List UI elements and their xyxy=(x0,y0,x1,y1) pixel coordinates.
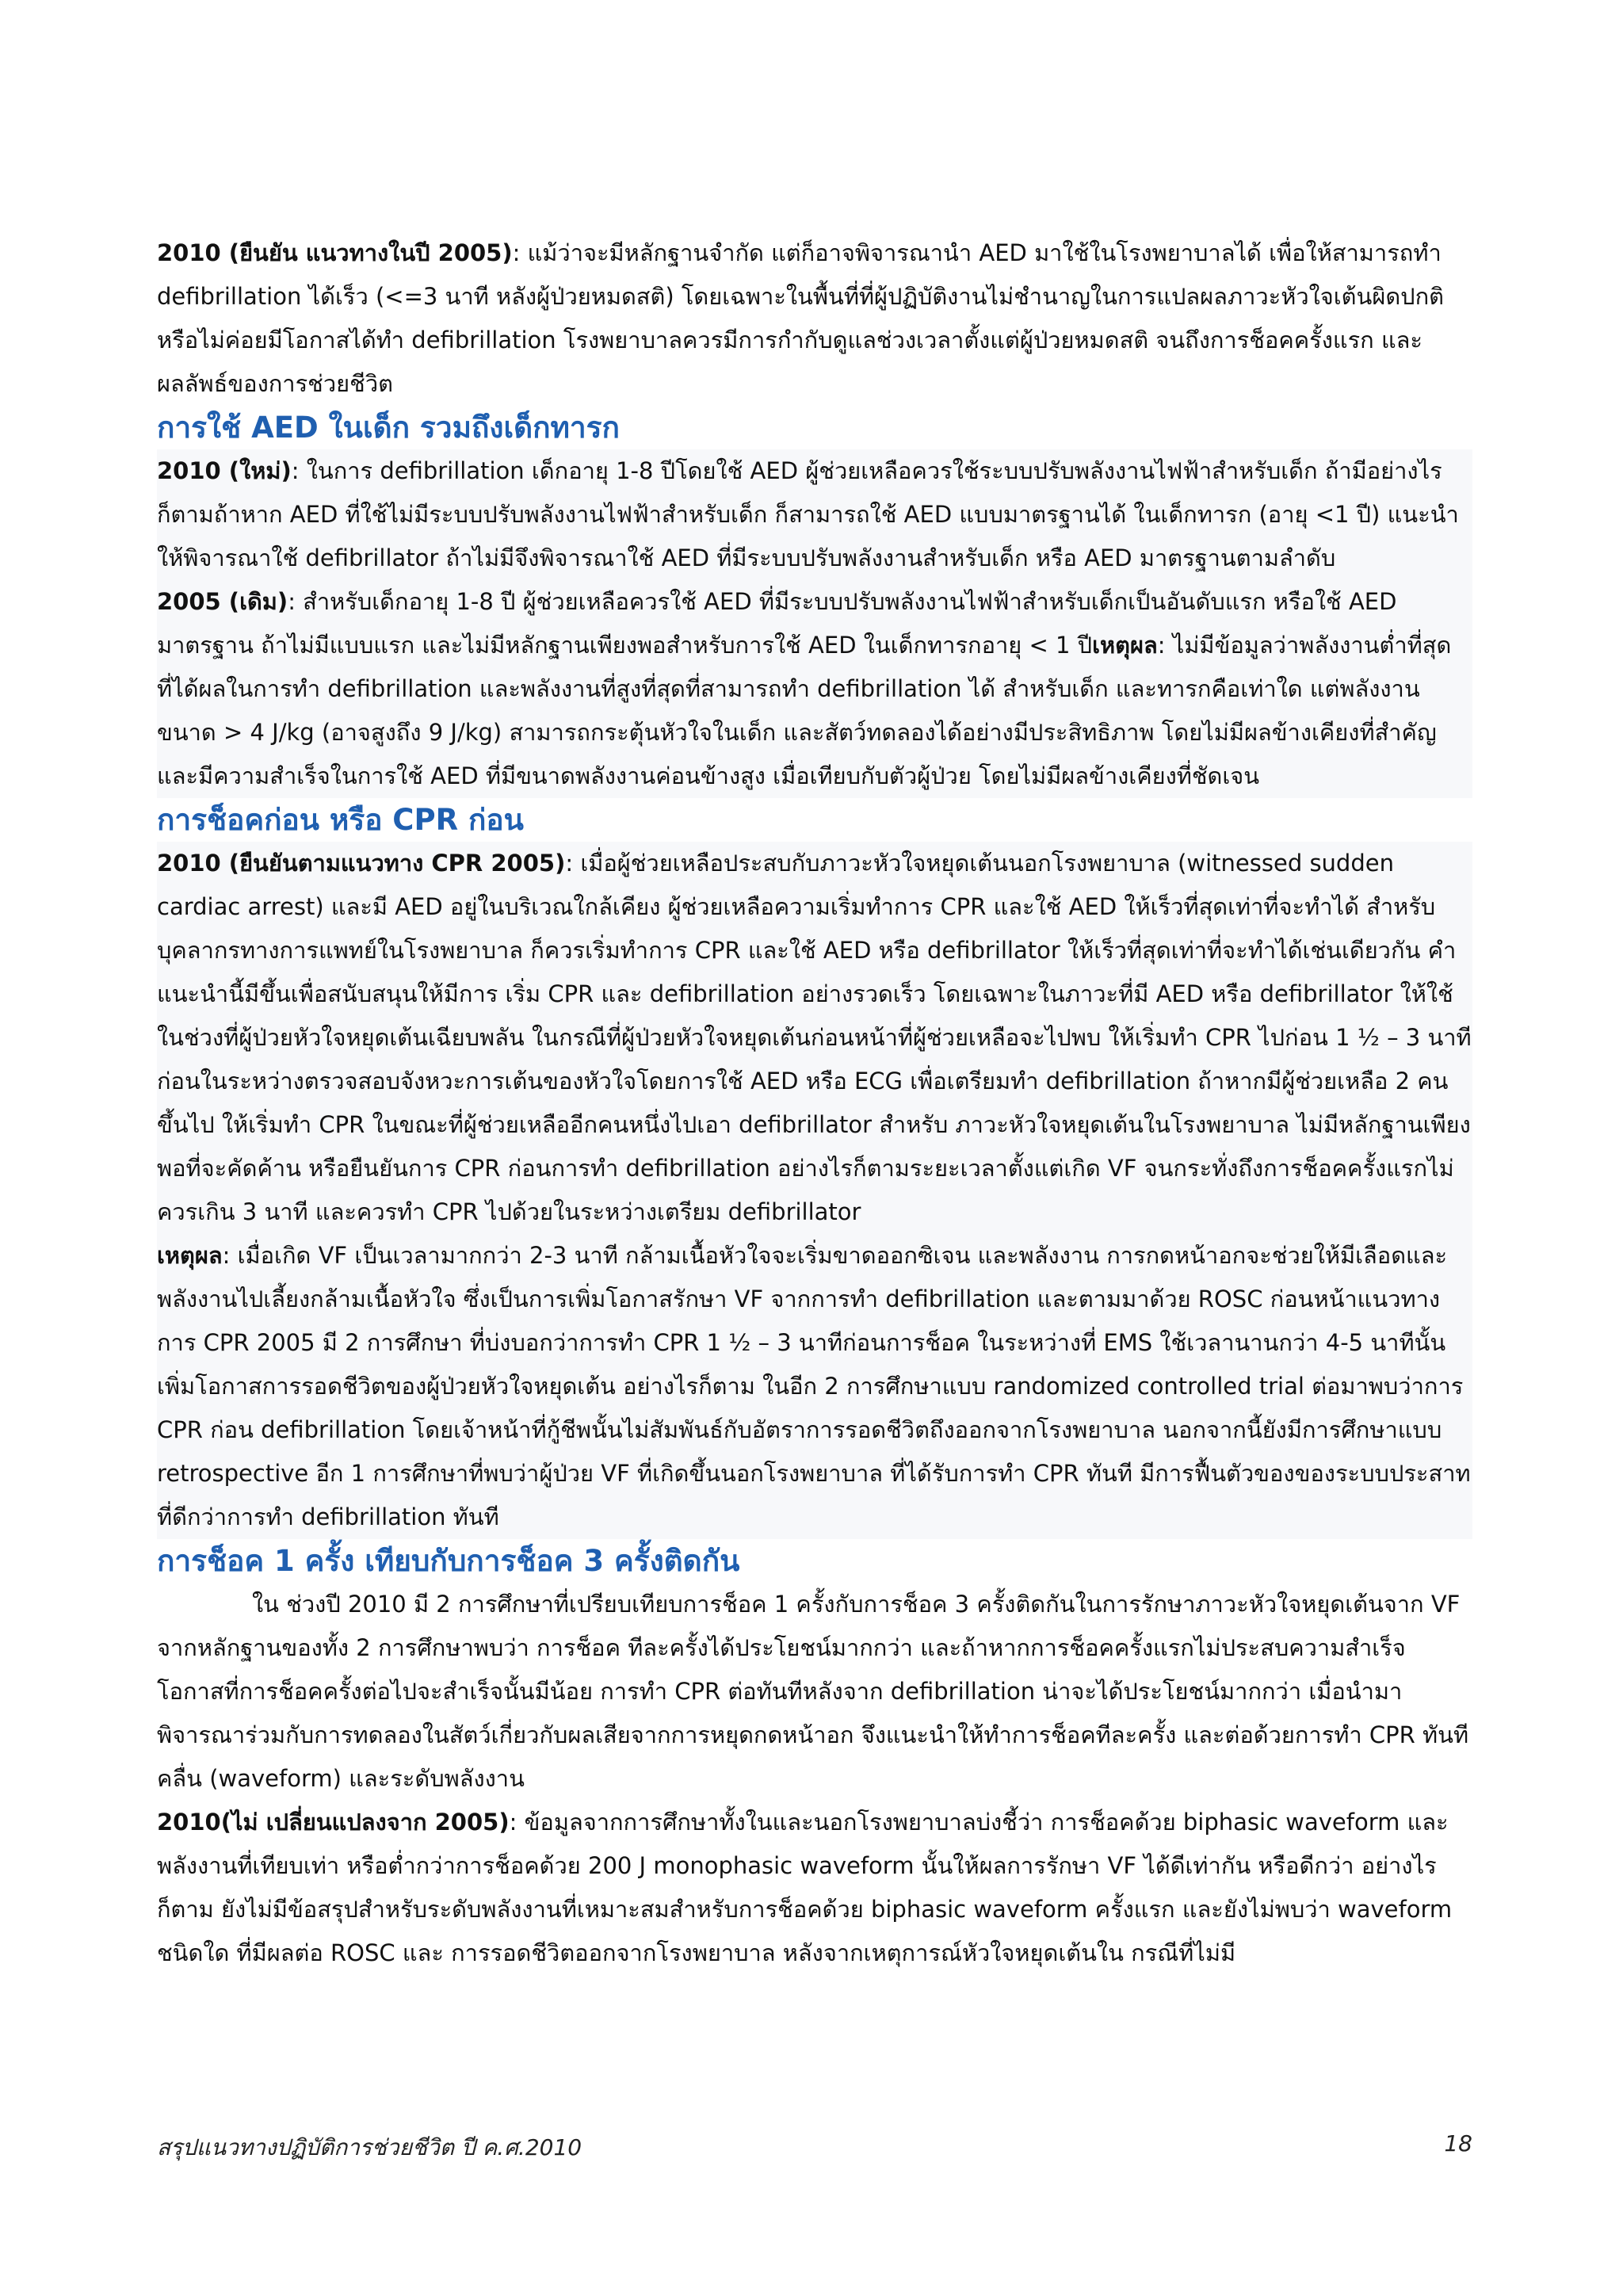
page-number: 18 xyxy=(1444,2130,1472,2157)
paragraph-lead: 2005 (เดิม) xyxy=(157,588,288,615)
paragraph-shock-studies: ใน ช่วงปี 2010 มี 2 การศึกษาที่เปรียบเทียบการช็อค 1 ครั้งกับการช็อค 3 ครั้งติดกันในการรักษาภาวะหัวใจหยุดเต้นจาก VF จากหลักฐานของทั้ง 2 การศึกษาพบว่า การช็อค ทีละครั้งได้ประโยชน์มากกว่า และถ้าหากการช็อคครั้งแรกไม่ประสบความสำเร็จ โอกาสที่การช็อคครั้งต่อไปจะสำเร็จนั้นมีน้อย การทำ CPR ต่อทันทีหลังจาก defibrillation น่าจะได้ประโยชน์มากกว่า เมื่อนำมาพิจารณาร่วมกับการทดลองในสัตว์เกี่ยวกับผลเสียจากการหยุดกดหน้าอก จึงแนะนำให้ทำการช็อคทีละครั้ง และต่อด้วยการทำ CPR ทันทีคลื่น (waveform) และระดับพลังงาน xyxy=(157,1591,1469,1792)
shaded-block-aed-children xyxy=(157,449,1472,798)
paragraph-text: : ข้อมูลจากการศึกษาทั้งในและนอกโรงพยาบาลบ่งชี้ว่า การช็อคด้วย biphasic waveform และพลังงานที่เทียบเท่า หรือต่ำกว่าการช็อคด้วย 200 J monophasic waveform นั้นให้ผลการรักษา VF ได้ดีเท่ากัน หรือดีกว่า อย่างไรก็ตาม ยังไม่มีข้อสรุปสำหรับระดับพลังงานที่เหมาะสมสำหรับการช็อคด้วย biphasic waveform ครั้งแรก และยังไม่พบว่า waveform ชนิดใด ที่มีผลต่อ ROSC และ การรอดชีวิตออกจากโรงพยาบาล หลังจากเหตุการณ์หัวใจหยุดเต้นใน กรณีที่ไม่มี xyxy=(157,1809,1453,1966)
paragraph-text: : สำหรับเด็กอายุ 1-8 ปี ผู้ช่วยเหลือควรใช้ AED ที่มีระบบปรับพลังงานไฟฟ้าสำหรับเด็กเป็นอันดับแรก หรือใช้ AED มาตรฐาน ถ้าไม่มีแบบแรก และไม่มีหลักฐานเพียงพอสำหรับการใช้ AED ในเด็กทารกอายุ < 1 ปี xyxy=(157,588,1397,659)
shaded-block-shock-or-cpr xyxy=(157,842,1472,1539)
section-heading-shock-or-cpr-first: การช็อคก่อน หรือ CPR ก่อน xyxy=(157,803,524,837)
paragraph-lead: 2010(ไม่ เปลี่ยนแปลงจาก 2005) xyxy=(157,1809,510,1836)
paragraph-text: : ในการ defibrillation เด็กอายุ 1-8 ปีโดยใช้ AED ผู้ช่วยเหลือควรใช้ระบบปรับพลังงานไฟฟ้าสำหรับเด็ก ถ้ามีอย่างไรก็ตามถ้าหาก AED ที่ใช้ไม่มีระบบปรับพลังงานไฟฟ้าสำหรับเด็ก ก็สามารถใช้ AED แบบมาตรฐานได้ ในเด็กทารก (อายุ <1 ปี) แนะนำให้พิจารณาใช้ defibrillator ถ้าไม่มีจึงพิจารณาใช้ AED ที่มีระบบปรับพลังงานสำหรับเด็ก หรือ AED มาตรฐานตามลำดับ xyxy=(157,457,1459,571)
page-content xyxy=(157,231,1472,1975)
paragraph-reason xyxy=(157,1234,1472,1539)
paragraph-text: : เมื่อเกิด VF เป็นเวลามากกว่า 2-3 นาที กล้ามเนื้อหัวใจจะเริ่มขาดออกซิเจน และพลังงาน การกดหน้าอกจะช่วยให้มีเลือดและพลังงานไปเลี้ยงกล้ามเนื้อหัวใจ ซึ่งเป็นการเพิ่มโอกาสรักษา VF จากการทำ defibrillation และตามมาด้วย ROSC ก่อนหน้าแนวทางการ CPR 2005 มี 2 การศึกษา ที่บ่งบอกว่าการทำ CPR 1 ½ – 3 นาทีก่อนการช็อค ในระหว่างที่ EMS ใช้เวลานานกว่า 4-5 นาทีนั้นเพิ่มโอกาสการรอดชีวิตของผู้ป่วยหัวใจหยุดเต้น อย่างไรก็ตาม ในอีก 2 การศึกษาแบบ randomized controlled trial ต่อมาพบว่าการ CPR ก่อน defibrillation โดยเจ้าหน้าที่กู้ชีพนั้นไม่สัมพันธ์กับอัตราการรอดชีวิตถึงออกจากโรงพยาบาล นอกจากนี้ยังมีการศึกษาแบบ retrospective อีก 1 การศึกษาที่พบว่าผู้ป่วย VF ที่เกิดขึ้นนอกโรงพยาบาล ที่ได้รับการทำ CPR ทันที มีการฟื้นตัวของของระบบประสาทที่ดีกว่าการทำ defibrillation ทันที xyxy=(157,1242,1471,1530)
paragraph-lead: 2010 (ใหม่) xyxy=(157,457,292,484)
paragraph-2010-new xyxy=(157,449,1472,580)
paragraph-aed-in-hospital xyxy=(157,231,1472,406)
reason-label: เหตุผล xyxy=(1092,632,1158,659)
paragraph-lead: เหตุผล xyxy=(157,1242,223,1269)
paragraph-lead: 2010 (ยืนยัน แนวทางในปี 2005) xyxy=(157,239,513,266)
paragraph-text: : เมื่อผู้ช่วยเหลือประสบกับภาวะหัวใจหยุดเต้นนอกโรงพยาบาล (witnessed sudden cardiac arrest) และมี AED อยู่ในบริเวณใกล้เคียง ผู้ช่วยเหลือความเริ่มทำการ CPR และใช้ AED ให้เร็วที่สุดเท่าที่จะทำได้ สำหรับบุคลากรทางการแพทย์ในโรงพยาบาล ก็ควรเริ่มทำการ CPR และใช้ AED หรือ defibrillator ให้เร็วที่สุดเท่าที่จะทำได้เช่นเดียวกัน คำแนะนำนี้มีขึ้นเพื่อสนับสนุนให้มีการ เริ่ม CPR และ defibrillation อย่างรวดเร็ว โดยเฉพาะในภาวะที่มี AED หรือ defibrillator ให้ใช้ในช่วงที่ผู้ป่วยหัวใจหยุดเต้นเฉียบพลัน ในกรณีที่ผู้ป่วยหัวใจหยุดเต้นก่อนหน้าที่ผู้ช่วยเหลือจะไปพบ ให้เริ่มทำ CPR ไปก่อน 1 ½ – 3 นาที ก่อนในระหว่างตรวจสอบจังหวะการเต้นของหัวใจโดยการใช้ AED หรือ ECG เพื่อเตรียมทำ defibrillation ถ้าหากมีผู้ช่วยเหลือ 2 คนขึ้นไป ให้เริ่มทำ CPR ในขณะที่ผู้ช่วยเหลืออีกคนหนึ่งไปเอา defibrillator สำหรับ ภาวะหัวใจหยุดเต้นในโรงพยาบาล ไม่มีหลักฐานเพียงพอที่จะคัดค้าน หรือยืนยันการ CPR ก่อนการทำ defibrillation อย่างไรก็ตามระยะเวลาตั้งแต่เกิด VF จนกระทั่งถึงการช็อคครั้งแรกไม่ควรเกิน 3 นาที และควรทำ CPR ไปด้วยในระหว่างเตรียม defibrillator xyxy=(157,850,1472,1225)
section-heading-one-vs-three-shocks: การช็อค 1 ครั้ง เทียบกับการช็อค 3 ครั้งติดกัน xyxy=(157,1544,740,1578)
paragraph-2010-confirm-cpr-2005 xyxy=(157,842,1472,1234)
paragraph-2005-old xyxy=(157,580,1472,798)
section-heading-aed-children: การใช้ AED ในเด็ก รวมถึงเด็กทารก xyxy=(157,411,620,445)
paragraph-text: : ไม่มีข้อมูลว่าพลังงานต่ำที่สุด ที่ได้ผลในการทำ defibrillation และพลังงานที่สูงที่สุดที่สามารถทำ defibrillation ได้ สำหรับเด็ก และทารกคือเท่าใด แต่พลังงานขนาด > 4 J/kg (อาจสูงถึง 9 J/kg) สามารถกระตุ้นหัวใจในเด็ก และสัตว์ทดลองได้อย่างมีประสิทธิภาพ โดยไม่มีผลข้างเคียงที่สำคัญ และมีความสำเร็จในการใช้ AED ที่มีขนาดพลังงานค่อนข้างสูง เมื่อเทียบกับตัวผู้ป่วย โดยไม่มีผลข้างเคียงที่ชัดเจน xyxy=(157,632,1452,789)
footer-document-title: สรุปแนวทางปฏิบัติการช่วยชีวิต ปี ค.ศ.2010 xyxy=(157,2134,582,2160)
paragraph-lead: 2010 (ยืนยันตามแนวทาง CPR 2005) xyxy=(157,850,566,877)
paragraph-text: : แม้ว่าจะมีหลักฐานจำกัด แต่ก็อาจพิจารณานำ AED มาใช้ในโรงพยาบาลได้ เพื่อให้สามารถทำ defibrillation ได้เร็ว (<=3 นาที หลังผู้ป่วยหมดสติ) โดยเฉพาะในพื้นที่ที่ผู้ปฏิบัติงานไม่ชำนาญในการแปลผลภาวะหัวใจเต้นผิดปกติ หรือไม่ค่อยมีโอกาสได้ทำ defibrillation โรงพยาบาลควรมีการกำกับดูแลช่วงเวลาตั้งแต่ผู้ป่วยหมดสติ จนถึงการช็อคครั้งแรก และผลลัพธ์ของการช่วยชีวิต xyxy=(157,239,1444,397)
paragraph-2010-no-change xyxy=(157,1801,1472,1975)
